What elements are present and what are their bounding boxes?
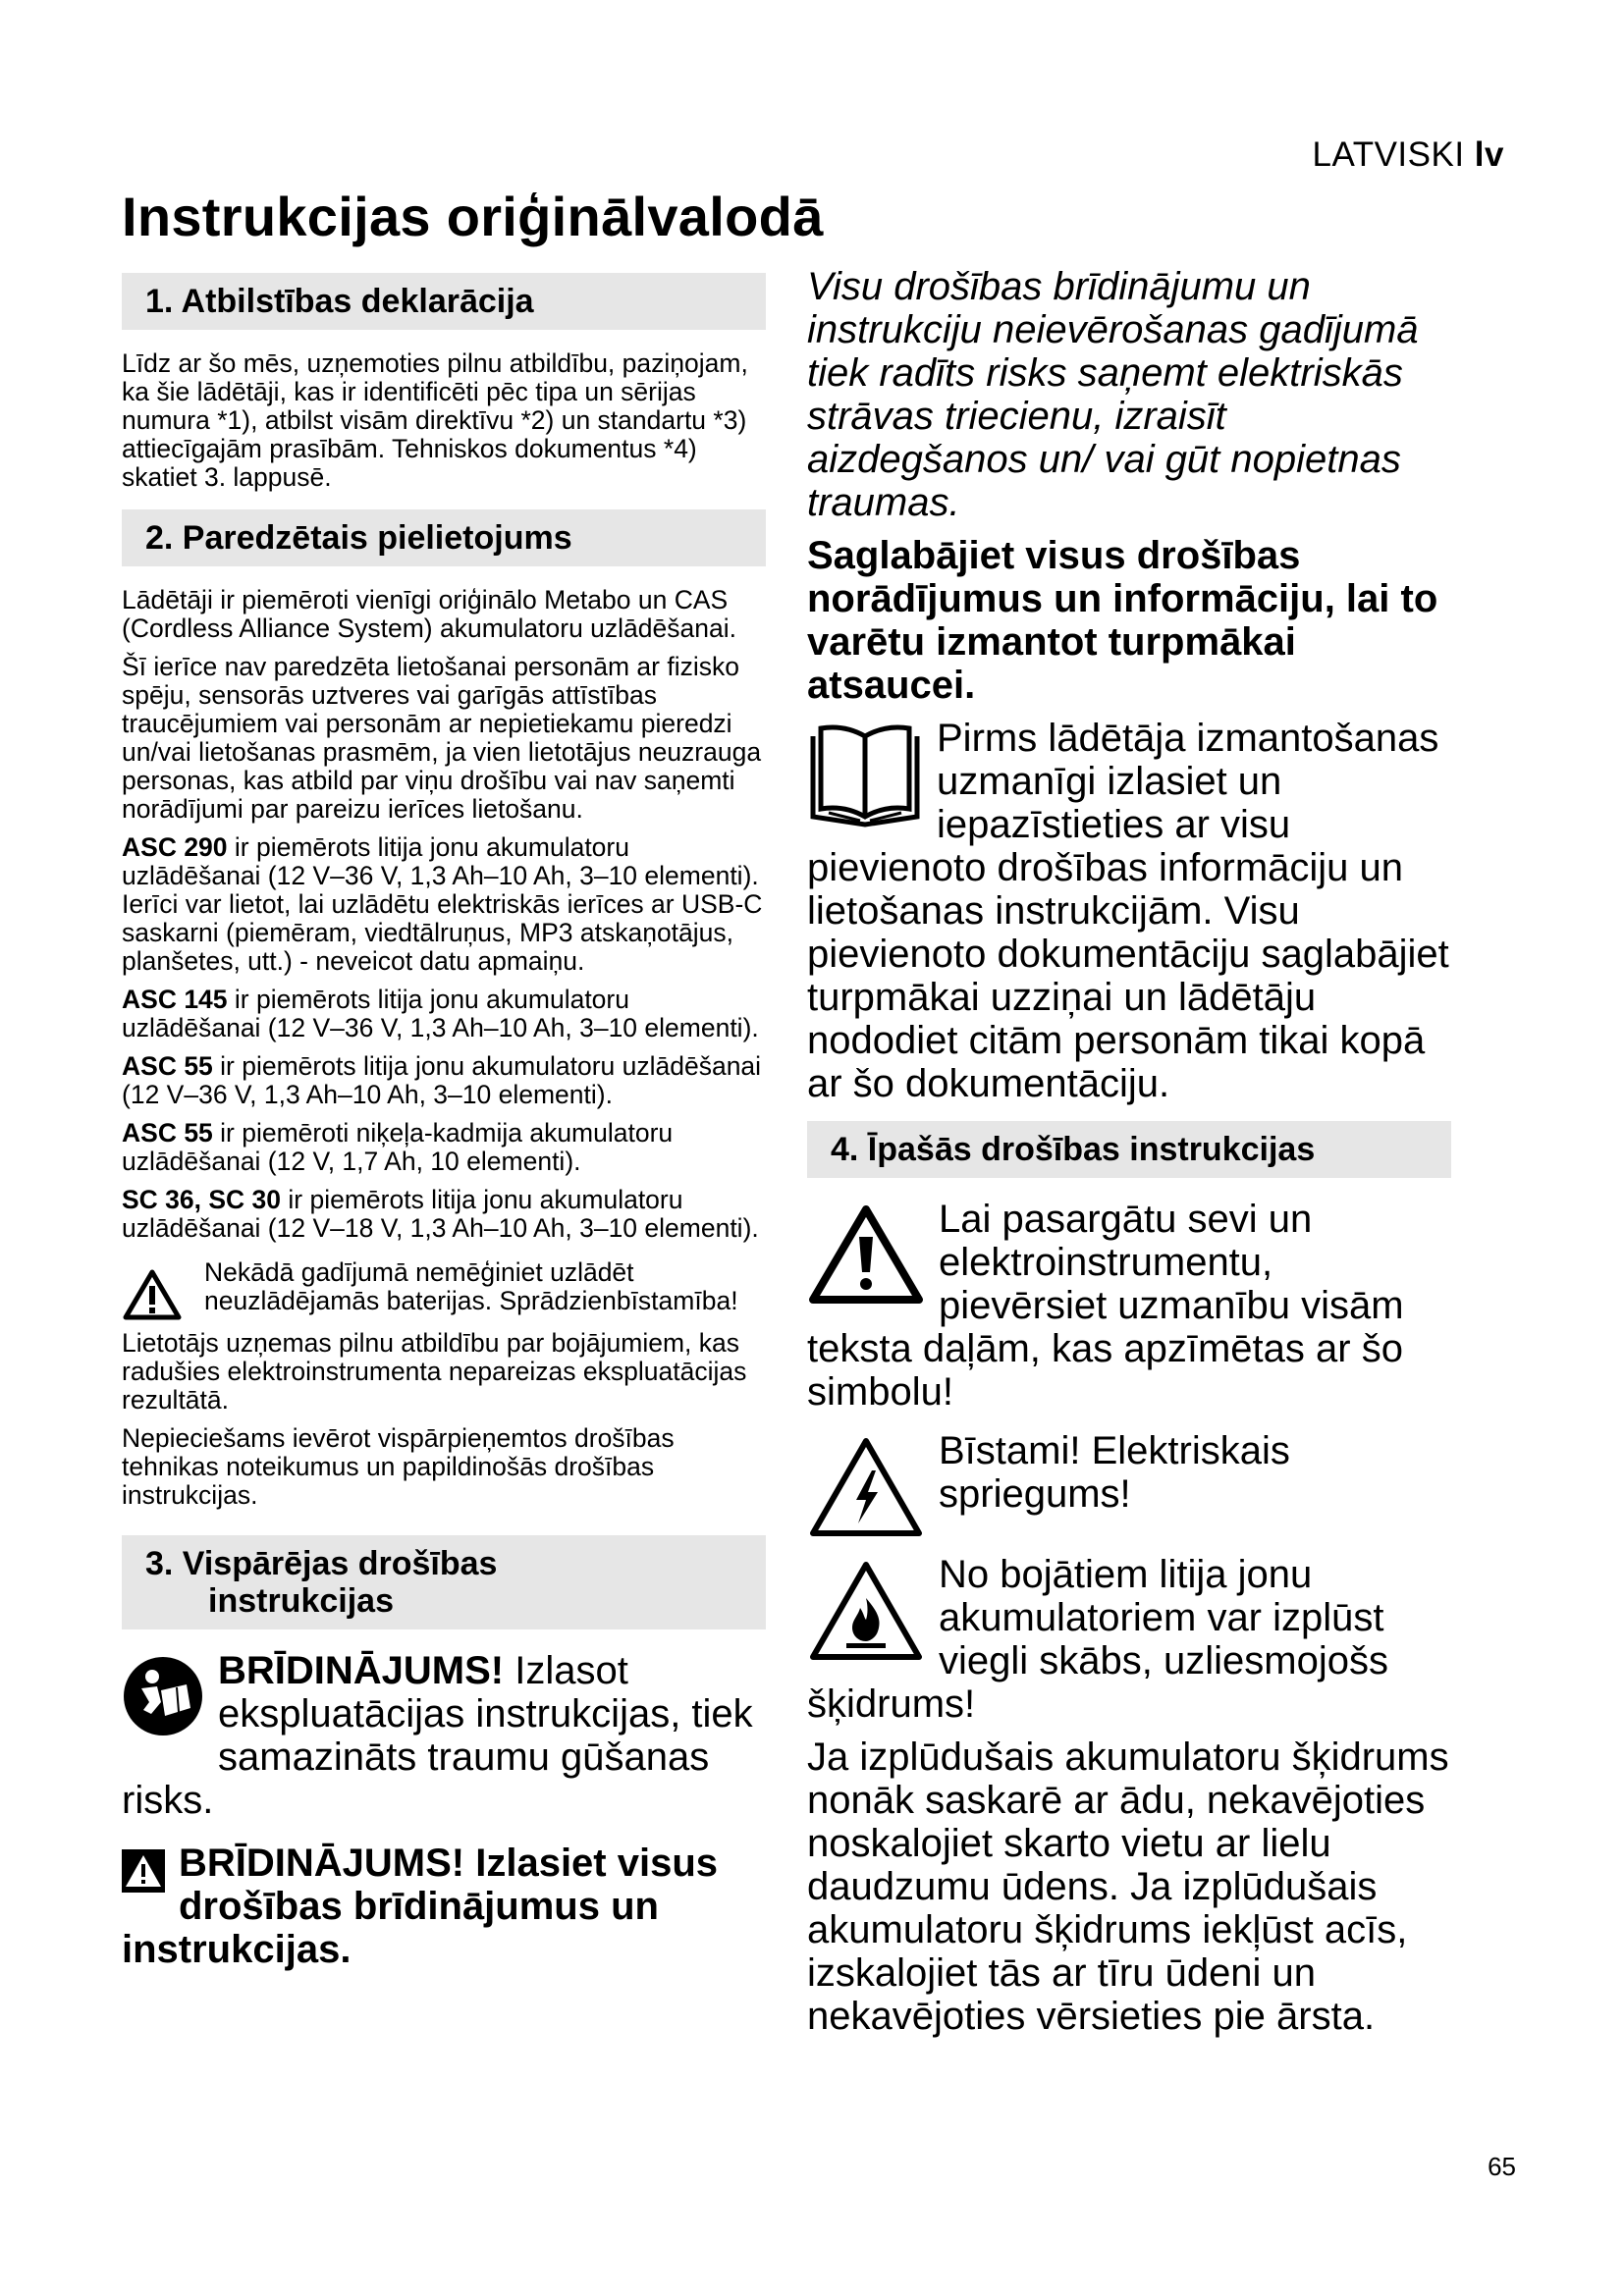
language-code: lv — [1474, 135, 1504, 174]
model-name: ASC 55 — [122, 1118, 213, 1148]
caution-symbol-text: Lai pasargātu sevi un elektroinstrumentu, pievērsiet uzmanību visām teksta daļām, kas apzīmētas ar šo simbolu! — [807, 1198, 1404, 1414]
section-3-heading-line2: instrukcijas — [208, 1582, 394, 1620]
flammable-liquid-block — [807, 1553, 1451, 1726]
right-column — [807, 265, 1451, 2048]
model-name: ASC 145 — [122, 985, 228, 1014]
page-title: Instrukcijas oriģinālvalodā — [122, 186, 824, 247]
warning-label: BRĪDINĀJUMS! — [218, 1649, 505, 1692]
keep-instructions-text — [807, 534, 1451, 707]
intended-use-text: Lādētāji ir piemēroti vienīgi oriģinālo Metabo un CAS (Cordless Alliance System) akumulatoru uzlādēšanai. — [122, 585, 736, 643]
read-documentation-block — [807, 717, 1451, 1105]
section-1-heading: 1. Atbilstības deklarācija — [122, 273, 766, 330]
page-number: 65 — [1488, 2152, 1516, 2181]
liquid-contact-instructions: Ja izplūdušais akumulatoru šķidrums nonāk saskarē ar ādu, nekavējoties noskalojiet skarto vietu ar lielu daudzumu ūdens. Ja izplūdušais akumulatoru šķidrums iekļūst acīs, izskalojiet tās ar tīru ūdeni un nekavējoties vērsieties pie ārsta. — [807, 1735, 1449, 2038]
section-2-heading: 2. Paredzētais pielietojums — [122, 509, 766, 566]
model-name: ASC 290 — [122, 832, 228, 862]
model-asc55-nicd — [122, 1119, 766, 1176]
language-label — [1312, 135, 1504, 175]
flammable-icon — [807, 1559, 925, 1663]
section-3-heading — [122, 1535, 766, 1629]
persons-restriction-text: Šī ierīce nav paredzēta lietošanai personām ar fizisko spēju, sensorās uztveres vai garīgās attīstības traucējumiem vai personām ar nepietiekamu pieredzi un/vai lietošanas prasmēm, ja vien lietotājus neuzrauga personas, kas atbild par viņu drošību vai nav saņemti norādījumi par pareizu ierīces lietošanu. — [122, 652, 762, 824]
caution-symbol-block — [807, 1198, 1451, 1414]
warning-triangle-icon — [122, 1268, 187, 1321]
ignore-warnings-italic: Visu drošības brīdinājumu un instrukciju neievērošanas gadījumā tiek radīts risks saņemt elektriskās strāvas triecienu, izraisīt aizdegšanos un/ vai gūt nopietnas traumas. — [807, 265, 1419, 524]
read-all-warnings-bold: BRĪDINĀJUMS! Izlasiet visus drošības brīdinājumus un instrukcijas. — [122, 1842, 719, 1971]
high-voltage-icon — [807, 1435, 925, 1539]
read-manual-icon — [122, 1655, 204, 1737]
model-asc55-liion — [122, 1052, 766, 1109]
section-3-heading-line1: 3. Vispārējas drošības — [145, 1545, 498, 1582]
model-text: ir piemērots litija jonu akumulatoru uzlādēšanai (12 V–18 V, 1,3 Ah–10 Ah, 3–10 elementi). — [122, 1185, 759, 1243]
voltage-hazard-text: Bīstami! Elektriskais spriegums! — [939, 1429, 1290, 1516]
non-rechargeable-warning-text: Nekādā gadījumā nemēģiniet uzlādēt neuzlādējamās baterijas. Sprādzienbīstamība! — [204, 1257, 738, 1315]
non-rechargeable-warning — [122, 1258, 766, 1321]
language-name: LATVISKI — [1312, 135, 1465, 174]
model-asc145 — [122, 986, 766, 1042]
read-manual-warning — [122, 1649, 766, 1822]
read-manual-text: Izlasot ekspluatācijas instrukcijas, tiek samazināts traumu gūšanas risks. — [122, 1649, 753, 1822]
general-safety-rules-text: Nepieciešams ievērot vispārpieņemtos drošības tehnikas noteikumus un papildinošās drošības instrukcijas. — [122, 1423, 675, 1510]
model-text: ir piemērots litija jonu akumulatoru uzlādēšanai (12 V–36 V, 1,3 Ah–10 Ah, 3–10 elementi). — [122, 1051, 762, 1109]
warning-sign-icon — [122, 1849, 165, 1893]
liability-text: Lietotājs uzņemas pilnu atbildību par bojājumiem, kas radušies elektroinstrumenta nepareizas ekspluatācijas rezultātā. — [122, 1328, 747, 1415]
model-text: ir piemēroti niķeļa-kadmija akumulatoru uzlādēšanai (12 V, 1,7 Ah, 10 elementi). — [122, 1118, 674, 1176]
ignore-warnings-consequence — [807, 265, 1451, 524]
caution-triangle-icon — [807, 1203, 925, 1306]
keep-instructions-bold: Saglabājiet visus drošības norādījumus un informāciju, lai to varētu izmantot turpmākai atsaucei. — [807, 534, 1438, 707]
model-text: ir piemērots litija jonu akumulatoru uzlādēšanai (12 V–36 V, 1,3 Ah–10 Ah, 3–10 elementi). Ierīci var lietot, lai uzlādētu elektriskās ierīces ar USB-C saskarni (piemēram, viedtālruņus, MP3 atskaņotājus, planšetes, utt.) - neveicot datu apmaiņu. — [122, 832, 763, 976]
open-book-icon — [807, 719, 923, 830]
model-name: ASC 55 — [122, 1051, 213, 1081]
flammable-liquid-text: No bojātiem litija jonu akumulatoriem var izplūst viegli skābs, uzliesmojošs šķidrums! — [807, 1553, 1388, 1726]
read-documentation-text: Pirms lādētāja izmantošanas uzmanīgi izlasiet un iepazīstieties ar visu pievienoto drošības informāciju un lietošanas instrukcijām. Visu pievienoto dokumentāciju saglabājiet turpmākai uzziņai un lādētāju nododiet citām personām tikai kopā ar šo dokumentāciju. — [807, 717, 1449, 1105]
read-all-warnings-block — [122, 1842, 766, 1971]
model-name: SC 36, SC 30 — [122, 1185, 282, 1214]
section-4-heading: 4. Īpašās drošības instrukcijas — [807, 1121, 1451, 1178]
declaration-text: Līdz ar šo mēs, uzņemoties pilnu atbildību, paziņojam, ka šie lādētāji, kas ir identificēti pēc tipa un sērijas numura *1), atbilst visām direktīvu *2) un standartu *3) attiecīgajām prasībām. Tehniskos dokumentus *4) skatiet 3. lappusē. — [122, 348, 748, 492]
model-text: ir piemērots litija jonu akumulatoru uzlādēšanai (12 V–36 V, 1,3 Ah–10 Ah, 3–10 elementi). — [122, 985, 759, 1042]
voltage-hazard-block — [807, 1429, 1451, 1539]
model-asc290 — [122, 833, 766, 976]
model-sc36-sc30 — [122, 1186, 766, 1243]
left-column — [122, 273, 766, 1981]
